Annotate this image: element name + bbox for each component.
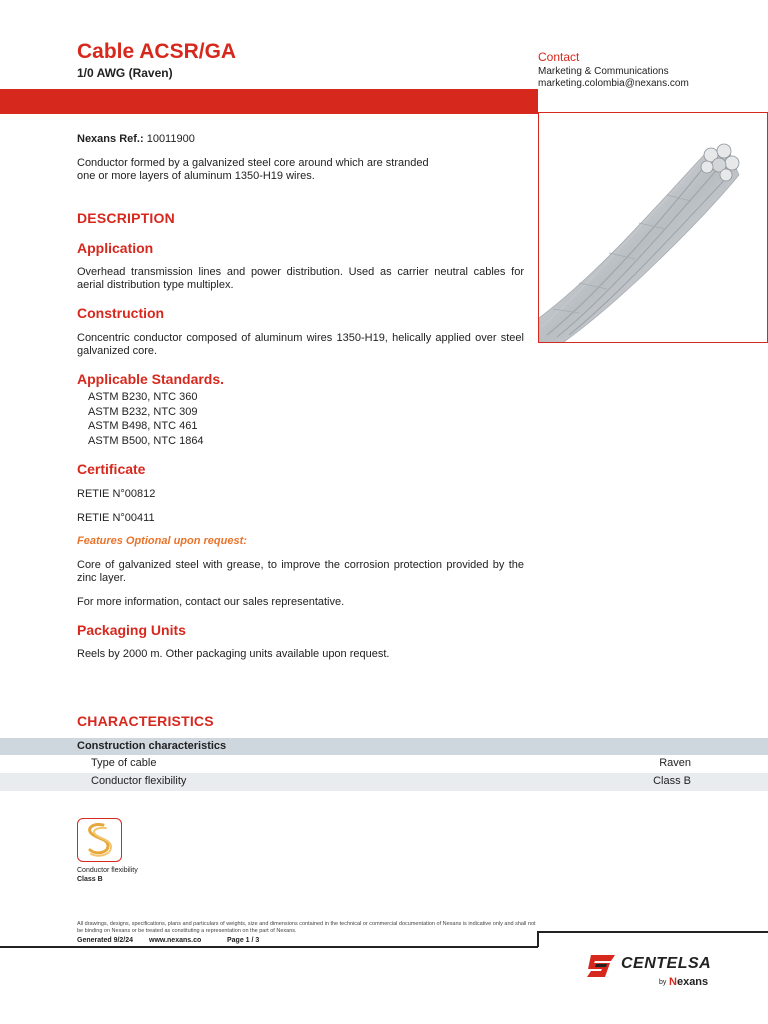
certificate-heading: Certificate	[77, 461, 146, 477]
product-title: Cable ACSR/GA	[77, 40, 237, 63]
logo-nexans-rest: exans	[676, 976, 709, 988]
footer-divider	[537, 931, 539, 947]
standards-heading: Applicable Standards.	[77, 371, 225, 387]
row-key: Conductor flexibility	[91, 775, 187, 787]
product-intro-line1: Conductor formed by a galvanized steel core around which are stranded	[77, 157, 429, 169]
table-row	[0, 773, 768, 791]
standard-item: ASTM B230, NTC 360	[88, 391, 198, 403]
more-info-text: For more information, contact our sales representative.	[77, 596, 345, 608]
centelsa-logo	[585, 951, 725, 991]
application-heading: Application	[77, 240, 154, 256]
footer-divider	[0, 946, 538, 948]
product-intro-line2: one or more layers of aluminum 1350-H19 wires.	[77, 170, 315, 182]
row-value: Raven	[659, 757, 691, 769]
footer-page-number: Page 1 / 3	[227, 937, 260, 944]
standard-item: ASTM B500, NTC 1864	[88, 435, 204, 447]
certificate-item: RETIE N°00812	[77, 488, 156, 500]
contact-department: Marketing & Communications	[538, 66, 669, 77]
standard-item: ASTM B498, NTC 461	[88, 420, 198, 432]
nexans-ref	[77, 133, 524, 146]
logo-nexans	[669, 976, 708, 988]
construction-text: Concentric conductor composed of aluminum wires 1350-H19, helically applied over steel galvanized core.	[77, 332, 524, 357]
logo-by: by	[659, 979, 667, 986]
row-key: Type of cable	[91, 757, 157, 769]
nexans-ref-value: 10011900	[146, 133, 195, 145]
construction-heading: Construction	[77, 305, 165, 321]
flexibility-icon	[77, 818, 122, 862]
characteristics-group-header	[0, 738, 768, 755]
packaging-heading: Packaging Units	[77, 622, 186, 638]
optional-features-text: Core of galvanized steel with grease, to improve the corrosion protection provided by the zinc layer.	[77, 559, 524, 584]
group-label: Construction characteristics	[77, 740, 227, 752]
optional-features-heading: Features Optional upon request:	[77, 535, 247, 547]
cable-image	[538, 112, 768, 343]
packaging-text: Reels by 2000 m. Other packaging units available upon request.	[77, 648, 390, 660]
logo-nexans-initial: N	[669, 976, 677, 988]
flexibility-caption: Conductor flexibility	[77, 867, 138, 874]
footer-divider	[537, 931, 768, 933]
header-red-bar	[0, 89, 538, 114]
product-subtitle: 1/0 AWG (Raven)	[77, 66, 173, 80]
flexibility-value: Class B	[77, 876, 103, 883]
logo-wordmark: CENTELSA	[621, 955, 712, 972]
footer-generated: Generated 9/2/24	[77, 937, 134, 944]
footer-website-link[interactable]: www.nexans.co	[149, 937, 202, 944]
description-heading: DESCRIPTION	[77, 210, 175, 226]
contact-email-link[interactable]: marketing.colombia@nexans.com	[538, 78, 689, 89]
contact-label: Contact	[538, 50, 580, 64]
row-value: Class B	[653, 775, 691, 787]
characteristics-heading: CHARACTERISTICS	[77, 713, 214, 729]
flexibility-icon-graphic	[78, 819, 120, 860]
cable-illustration	[539, 113, 768, 343]
table-row	[0, 755, 768, 773]
nexans-ref-label: Nexans Ref.:	[77, 133, 144, 145]
certificate-item: RETIE N°00411	[77, 512, 155, 524]
footer-disclaimer: All drawings, designs, specifications, plans and particulars of weights, size and dimensions contained in the technical or commercial documentation of Nexans is indicative only and shall not be binding on Nexans or be treated as constituting a representation on the part of Nexans.	[77, 921, 536, 934]
application-text: Overhead transmission lines and power distribution. Used as carrier neutral cables for aerial distribution type multiplex.	[77, 266, 524, 291]
standard-item: ASTM B232, NTC 309	[88, 406, 198, 418]
centelsa-emblem-icon	[585, 953, 617, 979]
